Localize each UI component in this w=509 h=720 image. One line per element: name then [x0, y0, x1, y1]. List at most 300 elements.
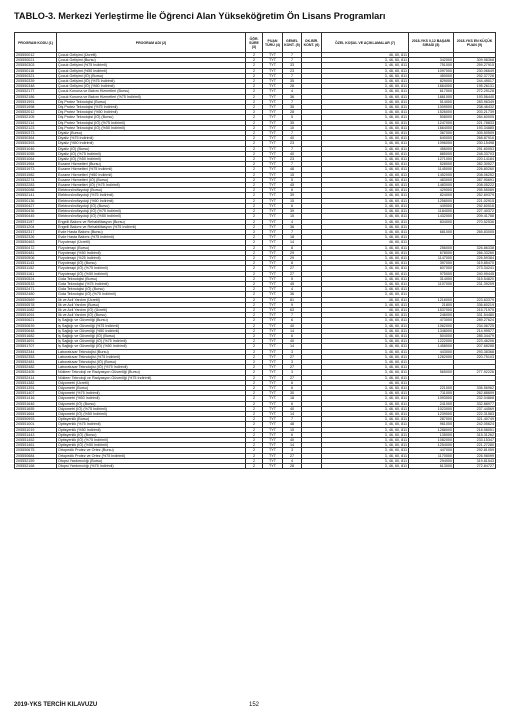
cell-general-quota: 15 [283, 427, 302, 432]
header-row [15, 33, 496, 53]
cell-score-type: TYT [263, 63, 283, 68]
cell-score-type: TYT [263, 235, 283, 240]
cell-min-score: 265.83005 [454, 229, 496, 234]
cell-program-name: Odyometri (Bursu) [57, 386, 246, 391]
cell-min-score: 284.60005 [454, 115, 496, 120]
cell-min-score: 321.40749 [454, 417, 496, 422]
cell-general-quota: 6 [283, 380, 302, 385]
cell-general-quota: 5 [283, 276, 302, 281]
cell-score-type: TYT [263, 141, 283, 146]
cell-program-code: 205550648 [15, 328, 57, 333]
cell-success-rank: 565000 [409, 370, 454, 375]
cell-score-type: TYT [263, 136, 283, 141]
cell-success-rank: 1107000 [409, 281, 454, 286]
cell-program-code: 205552012 [15, 110, 57, 115]
cell-duration: 2 [246, 58, 263, 63]
cell-duration: 2 [246, 255, 263, 260]
cell-success-rank: 1216000 [409, 297, 454, 302]
cell-special-conditions: 3, 46, 60, 811 [322, 333, 409, 338]
cell-success-rank: 640000 [409, 136, 454, 141]
cell-special-conditions: 46, 60, 811 [322, 297, 409, 302]
cell-program-name: İlk ve Acil Yardım (Ücretli) [57, 297, 246, 302]
cell-success-rank: 1664000 [409, 125, 454, 130]
cell-duration: 2 [246, 443, 263, 448]
cell-program-code: 205550481 [15, 250, 57, 255]
cell-program-code: 205550569 [15, 297, 57, 302]
cell-duration: 2 [246, 323, 263, 328]
cell-min-score: 208.05222 [454, 183, 496, 188]
cell-program-name: Evde Hasta Bakımı (Bursu) [57, 229, 246, 234]
cell-min-score: 193.34885 [454, 125, 496, 130]
cell-success-rank: 443000 [409, 349, 454, 354]
cell-special-conditions: 3, 46, 60, 811 [322, 417, 409, 422]
cell-program-code: 205552414 [15, 375, 57, 380]
cell-program-name: Çocuk Gelişimi (%50 İndirimli) [57, 68, 246, 73]
cell-min-score: 291.60053 [454, 146, 496, 151]
cell-program-code: 205551391 [15, 386, 57, 391]
cell-special-conditions: 3, 46, 60, 811 [322, 172, 409, 177]
cell-score-type: TYT [263, 412, 283, 417]
cell-score-type: TYT [263, 292, 283, 297]
cell-duration: 2 [246, 302, 263, 307]
cell-general-quota: 48 [283, 167, 302, 172]
cell-program-code: 205550118 [15, 68, 57, 73]
cell-program-code: 205550639 [15, 323, 57, 328]
cell-program-code: 205551407 [15, 391, 57, 396]
cell-min-score: 218.98051 [454, 427, 496, 432]
cell-special-conditions: 3, 46, 60, 811 [322, 235, 409, 240]
cell-general-quota: 6 [283, 401, 302, 406]
cell-general-quota: 27 [283, 354, 302, 359]
cell-program-name: Çocuk Koruma ve Bakım Hizmetleri (%75 İndirimli) [57, 94, 246, 99]
cell-program-name: Optisyenlik (İÖ) (%75 İndirimli) [57, 438, 246, 443]
cell-program-code: 205550393 [15, 141, 57, 146]
cell-duration: 2 [246, 448, 263, 453]
cell-min-score: 332.88977 [454, 401, 496, 406]
cell-special-conditions: 3, 46, 60, 811 [322, 136, 409, 141]
cell-success-rank: 1222000 [409, 339, 454, 344]
cell-general-quota: 29 [283, 250, 302, 255]
cell-success-rank: 314000 [409, 276, 454, 281]
cell-general-quota: 4 [283, 219, 302, 224]
cell-program-name: Engelli Bakımı ve Rehabilitasyon (%75 İndirimli) [57, 224, 246, 229]
cell-program-name: Elektronörofizyoloji (İÖ) (%75 İndirimli) [57, 209, 246, 214]
cell-general-quota: 40 [283, 151, 302, 156]
cell-special-conditions: 3, 46, 60, 811 [322, 271, 409, 276]
cell-general-quota: 15 [283, 198, 302, 203]
cell-success-rank: 1661000 [409, 94, 454, 99]
cell-score-type: TYT [263, 287, 283, 292]
cell-score-type: TYT [263, 271, 283, 276]
cell-program-code: 205550427 [15, 203, 57, 208]
cell-min-score: 285.34479 [454, 333, 496, 338]
col-header-success-rank: 2018-YKS 0,12 BAŞARI SIRASI (8) [409, 33, 454, 53]
cell-score-type: TYT [263, 401, 283, 406]
col-header-duration: ÖĞR. SÜRE (3) [246, 33, 263, 53]
cell-special-conditions: 3, 46, 60, 811 [322, 255, 409, 260]
cell-duration: 2 [246, 271, 263, 276]
cell-program-code: 205551204 [15, 224, 57, 229]
cell-min-score: 240.99445 [454, 271, 496, 276]
cell-program-name: Çocuk Gelişimi (Ücretli) [57, 53, 246, 58]
cell-score-type: TYT [263, 427, 283, 432]
cell-duration: 2 [246, 464, 263, 469]
cell-min-score: 331.54480 [454, 313, 496, 318]
cell-min-score: 262.88609 [454, 391, 496, 396]
cell-score-type: TYT [263, 313, 283, 318]
cell-general-quota: 14 [283, 344, 302, 349]
cell-general-quota: 6 [283, 203, 302, 208]
cell-general-quota: 36 [283, 94, 302, 99]
cell-duration: 2 [246, 141, 263, 146]
cell-min-score: 309.98368 [454, 58, 496, 63]
cell-success-rank: 1239000 [409, 412, 454, 417]
cell-min-score: 244.49017 [454, 79, 496, 84]
cell-min-score: 193.56440 [454, 94, 496, 99]
cell-score-type: TYT [263, 406, 283, 411]
cell-score-type: TYT [263, 167, 283, 172]
cell-min-score: 222.31583 [454, 412, 496, 417]
cell-general-quota: 6 [283, 318, 302, 323]
cell-score-type: TYT [263, 349, 283, 354]
footer-guide-title: 2019-YKS TERCİH KILAVUZU [14, 702, 98, 708]
cell-program-name: Optisyenlik (Bursu) [57, 417, 246, 422]
col-header-top-student-quota: OK.BİR. KONT. (6) [302, 33, 322, 53]
cell-duration: 2 [246, 386, 263, 391]
cell-general-quota: 35 [283, 105, 302, 110]
cell-min-score: 283.96349 [454, 99, 496, 104]
cell-duration: 2 [246, 354, 263, 359]
cell-special-conditions: 3, 46, 60, 811 [322, 131, 409, 136]
cell-special-conditions: 3, 46, 60, 811 [322, 177, 409, 182]
cell-program-code: 205552177 [15, 89, 57, 94]
cell-special-conditions: 3, 46, 60, 811 [322, 339, 409, 344]
cell-program-code: 205550012 [15, 53, 57, 58]
cell-success-rank: 1271000 [409, 157, 454, 162]
cell-program-name: Çocuk Gelişimi (İÖ) (Bursu) [57, 73, 246, 78]
cell-program-name: Ortopedik Protez ve Ortez (Bursu) [57, 448, 246, 453]
cell-special-conditions: 3, 46, 60, 811 [322, 58, 409, 63]
cell-score-type: TYT [263, 297, 283, 302]
cell-program-code: 205552274 [15, 177, 57, 182]
cell-program-name: Laboratuvar Teknolojisi (%75 İndirimli) [57, 354, 246, 359]
cell-special-conditions: 3, 46, 60, 811 [322, 281, 409, 286]
cell-success-rank: 1147000 [409, 255, 454, 260]
cell-general-quota: 7 [283, 53, 302, 58]
col-header-special-conditions: ÖZEL KOŞUL VE AÇIKLAMALAR (7) [322, 33, 409, 53]
cell-score-type: TYT [263, 307, 283, 312]
col-header-score-type: PUAN TÜRÜ (4) [263, 33, 283, 53]
cell-success-rank: 681000 [409, 229, 454, 234]
cell-duration: 2 [246, 406, 263, 411]
cell-duration: 2 [246, 188, 263, 193]
cell-min-score: 248.33703 [454, 151, 496, 156]
cell-min-score: 214.99577 [454, 328, 496, 333]
cell-success-rank: 1062000 [409, 323, 454, 328]
cell-score-type: TYT [263, 99, 283, 104]
cell-program-code: 205551152 [15, 266, 57, 271]
cell-program-name: Eczane Hizmetleri (%75 İndirimli) [57, 167, 246, 172]
cell-special-conditions: 3, 46, 60, 811 [322, 432, 409, 437]
cell-success-rank: 221000 [409, 386, 454, 391]
cell-program-code: 205552353 [15, 354, 57, 359]
cell-duration: 2 [246, 151, 263, 156]
cell-program-code: 205550136 [15, 198, 57, 203]
cell-general-quota: 7 [283, 146, 302, 151]
cell-general-quota: 40 [283, 406, 302, 411]
cell-general-quota: 81 [283, 297, 302, 302]
cell-success-rank: 508000 [409, 115, 454, 120]
cell-program-name: Eczane Hizmetleri (İÖ) (Bursu) [57, 177, 246, 182]
cell-duration: 2 [246, 203, 263, 208]
cell-special-conditions: 3, 46, 60, 811 [322, 146, 409, 151]
cell-duration: 2 [246, 177, 263, 182]
cell-score-type: TYT [263, 188, 283, 193]
cell-success-rank: 1009000 [409, 105, 454, 110]
cell-general-quota: 18 [283, 396, 302, 401]
cell-special-conditions: 3, 46, 60, 811 [322, 250, 409, 255]
cell-success-rank: 1184000 [409, 209, 454, 214]
cell-success-rank: 617000 [409, 89, 454, 94]
cell-special-conditions: 3, 46, 60, 811 [322, 276, 409, 281]
cell-score-type: TYT [263, 224, 283, 229]
cell-duration: 2 [246, 438, 263, 443]
cell-score-type: TYT [263, 89, 283, 94]
cell-special-conditions: 3, 46, 60, 811 [322, 386, 409, 391]
cell-program-name: Diş Protez Teknolojisi (Bursu) [57, 99, 246, 104]
cell-score-type: TYT [263, 214, 283, 219]
table-header [15, 33, 496, 53]
cell-special-conditions: 3, 46, 60, 811 [322, 105, 409, 110]
cell-success-rank: 528000 [409, 162, 454, 167]
cell-duration: 2 [246, 136, 263, 141]
cell-min-score: 215.71975 [454, 307, 496, 312]
cell-score-type: TYT [263, 396, 283, 401]
cell-program-code: 205551091 [15, 313, 57, 318]
cell-special-conditions: 3, 46, 60, 811 [322, 261, 409, 266]
cell-general-quota: 5 [283, 177, 302, 182]
cell-duration: 2 [246, 63, 263, 68]
cell-program-name: Engelli Bakımı ve Rehabilitasyon (Bursu) [57, 219, 246, 224]
cell-general-quota: 9 [283, 302, 302, 307]
cell-success-rank: 1348000 [409, 328, 454, 333]
cell-success-rank: 1093000 [409, 396, 454, 401]
cell-general-quota: 15 [283, 214, 302, 219]
cell-score-type: TYT [263, 245, 283, 250]
cell-duration: 2 [246, 380, 263, 385]
cell-general-quota: 39 [283, 209, 302, 214]
col-header-program-code: PROGRAM KODU (1) [15, 33, 57, 53]
cell-program-name: Çocuk Gelişimi (Bursu) [57, 58, 246, 63]
cell-special-conditions: 3, 46, 60, 811 [322, 125, 409, 130]
cell-program-name: İş Sağlığı ve Güvenliği (İÖ) (%50 İndirimli) [57, 344, 246, 349]
cell-success-rank: 367000 [409, 131, 454, 136]
cell-program-code: 205551691 [15, 339, 57, 344]
cell-program-name: Gıda Teknolojisi (İÖ) (%75 İndirimli) [57, 292, 246, 297]
cell-special-conditions: 3, 46, 60, 811 [322, 458, 409, 463]
cell-general-quota: 7 [283, 417, 302, 422]
cell-program-code: 205551998 [15, 105, 57, 110]
cell-program-code: 205552481 [15, 359, 57, 364]
cell-duration: 2 [246, 412, 263, 417]
cell-success-rank: 961000 [409, 422, 454, 427]
cell-score-type: TYT [263, 131, 283, 136]
cell-min-score: 326.86338 [454, 245, 496, 250]
cell-program-code: 205552326 [15, 235, 57, 240]
cell-general-quota: 23 [283, 157, 302, 162]
cell-special-conditions: 3, 46, 60, 811 [322, 370, 409, 375]
cell-duration: 2 [246, 391, 263, 396]
cell-program-name: İlk ve Acil Yardım (İÖ) (Ücretli) [57, 307, 246, 312]
cell-general-quota: 35 [283, 120, 302, 125]
cell-general-quota: 7 [283, 73, 302, 78]
cell-duration: 2 [246, 209, 263, 214]
cell-special-conditions: 3, 46, 60, 811 [322, 198, 409, 203]
cell-program-name: Laboratuvar Teknolojisi (Bursu) [57, 349, 246, 354]
cell-min-score: 277.92226 [454, 370, 496, 375]
cell-min-score: 315.31262 [454, 432, 496, 437]
cell-program-code: 205551161 [15, 271, 57, 276]
cell-duration: 2 [246, 198, 263, 203]
cell-program-name: Çocuk Koruma ve Bakım Hizmetleri (Bursu) [57, 89, 246, 94]
cell-special-conditions: 3, 46, 60, 811 [322, 99, 409, 104]
cell-special-conditions: 3, 46, 60, 811 [322, 323, 409, 328]
cell-min-score: 252.69379 [454, 193, 496, 198]
cell-success-rank: 1097000 [409, 68, 454, 73]
cell-duration: 2 [246, 157, 263, 162]
cell-program-code: 205551461 [15, 443, 57, 448]
cell-score-type: TYT [263, 448, 283, 453]
cell-score-type: TYT [263, 370, 283, 375]
cell-min-score: 230.06649 [454, 68, 496, 73]
cell-special-conditions: 3, 46, 60, 811 [322, 365, 409, 370]
cell-program-name: Otopsi Yardımcılığı (%75 İndirimli) [57, 464, 246, 469]
cell-program-code: 205551143 [15, 261, 57, 266]
col-header-program-name: PROGRAM ADI (2) [57, 33, 246, 53]
cell-score-type: TYT [263, 380, 283, 385]
cell-min-score: 272.29128 [454, 89, 496, 94]
cell-general-quota: 15 [283, 172, 302, 177]
cell-duration: 2 [246, 245, 263, 250]
cell-general-quota: 35 [283, 79, 302, 84]
cell-min-score: 233.15347 [454, 438, 496, 443]
cell-program-name: Elektronörofizyoloji (İÖ) (%50 İndirimli) [57, 214, 246, 219]
cell-score-type: TYT [263, 203, 283, 208]
cell-general-quota: 7 [283, 229, 302, 234]
cell-duration: 2 [246, 125, 263, 130]
cell-program-name: Laboratuvar Teknolojisi (İÖ) (%75 İndirimli) [57, 365, 246, 370]
cell-score-type: TYT [263, 432, 283, 437]
cell-success-rank: 504000 [409, 333, 454, 338]
cell-program-code: 205551197 [15, 219, 57, 224]
cell-general-quota: 33 [283, 63, 302, 68]
cell-min-score: 295.55089 [454, 188, 496, 193]
cell-success-rank: 1258000 [409, 198, 454, 203]
cell-score-type: TYT [263, 193, 283, 198]
cell-special-conditions: 46, 60, 811 [322, 53, 409, 58]
cell-program-name: Fizyoterapi (%50 İndirimli) [57, 250, 246, 255]
cell-program-name: Optisyenlik (İÖ) (%50 İndirimli) [57, 443, 246, 448]
cell-min-score: 242.05624 [454, 422, 496, 427]
cell-score-type: TYT [263, 183, 283, 188]
cell-min-score: 292.37726 [454, 73, 496, 78]
cell-general-quota: 8 [283, 245, 302, 250]
cell-program-name: Elektronörofizyoloji (Bursu) [57, 188, 246, 193]
cell-success-rank: 135000 [409, 432, 454, 437]
cell-program-code: 205551382 [15, 380, 57, 385]
cell-min-score: 220.75103 [454, 354, 496, 359]
cell-program-code: 205551001 [15, 422, 57, 427]
cell-special-conditions: 3, 46, 60, 811 [322, 84, 409, 89]
cell-score-type: TYT [263, 328, 283, 333]
cell-success-rank: 885000 [409, 151, 454, 156]
cell-program-code: 205552159 [15, 458, 57, 463]
cell-special-conditions: 3, 46, 60, 811 [322, 183, 409, 188]
table-row [15, 464, 496, 469]
table-body [15, 53, 496, 469]
cell-special-conditions: 3, 46, 60, 811 [322, 391, 409, 396]
cell-general-quota: 27 [283, 375, 302, 380]
cell-special-conditions: 3, 46, 60, 811 [322, 448, 409, 453]
cell-score-type: TYT [263, 458, 283, 463]
cell-duration: 2 [246, 297, 263, 302]
cell-success-rank: 473000 [409, 318, 454, 323]
cell-special-conditions: 3, 46, 60, 811 [322, 313, 409, 318]
cell-success-rank: 834000 [409, 219, 454, 224]
cell-score-type: TYT [263, 266, 283, 271]
cell-special-conditions: 3, 46, 60, 811 [322, 209, 409, 214]
cell-top-student-quota [302, 464, 322, 469]
cell-min-score: 223.63379 [454, 297, 496, 302]
cell-duration: 2 [246, 417, 263, 422]
cell-score-type: TYT [263, 229, 283, 234]
cell-general-quota: 23 [283, 141, 302, 146]
cell-special-conditions: 3, 46, 60, 811 [322, 422, 409, 427]
cell-score-type: TYT [263, 276, 283, 281]
cell-general-quota: 6 [283, 333, 302, 338]
cell-program-code: 205552114 [15, 120, 57, 125]
cell-score-type: TYT [263, 453, 283, 458]
cell-success-rank: 613000 [409, 464, 454, 469]
cell-duration: 2 [246, 229, 263, 234]
cell-min-score: 234.06725 [454, 323, 496, 328]
cell-success-rank: 241000 [409, 401, 454, 406]
cell-success-rank: 1458000 [409, 344, 454, 349]
cell-success-rank: 1664000 [409, 84, 454, 89]
cell-duration: 2 [246, 105, 263, 110]
cell-duration: 2 [246, 359, 263, 364]
cell-success-rank: 711000 [409, 391, 454, 396]
page-number: 152 [249, 702, 260, 708]
cell-success-rank: 1096000 [409, 141, 454, 146]
cell-general-quota: 27 [283, 271, 302, 276]
cell-program-code: 205550348 [15, 84, 57, 89]
cell-special-conditions: 3, 46, 60, 811 [322, 438, 409, 443]
cell-special-conditions: 3, 46, 60, 811 [322, 157, 409, 162]
cell-min-score: 195.26131 [454, 84, 496, 89]
cell-special-conditions: 3, 46, 60, 811 [322, 167, 409, 172]
cell-program-name: Diyaliz (%75 İndirimli) [57, 136, 246, 141]
cell-score-type: TYT [263, 443, 283, 448]
cell-score-type: TYT [263, 323, 283, 328]
cell-special-conditions: 3, 46, 60, 811 [322, 79, 409, 84]
cell-program-code: 205552344 [15, 349, 57, 354]
cell-general-quota: 40 [283, 339, 302, 344]
cell-program-name: Diyaliz (İÖ) (Bursu) [57, 146, 246, 151]
cell-general-quota: 36 [283, 292, 302, 297]
cell-min-score: 209.41788 [454, 214, 496, 219]
cell-score-type: TYT [263, 255, 283, 260]
